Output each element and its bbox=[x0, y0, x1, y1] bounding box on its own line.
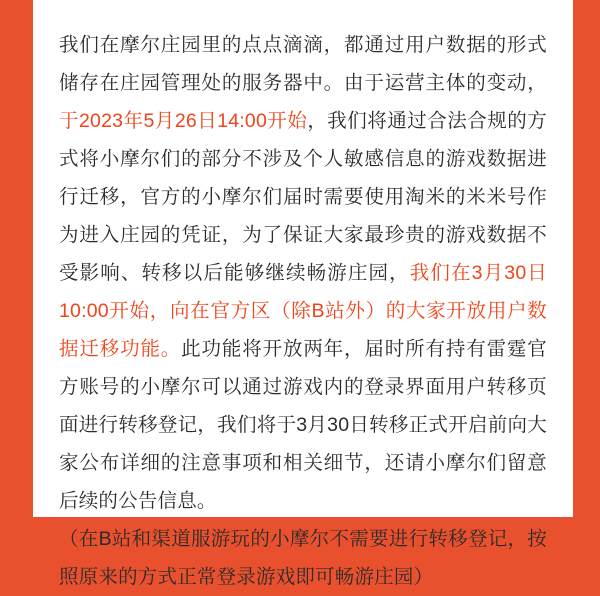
paragraph1-segment-3: ，我们将通过合法合规的方式将小摩尔们的部分不涉及个人敏感信息的游戏数据进行迁移，官方的小摩尔们届时需要使用淘米的米米号作为进入庄园的凭证，为了保证大家最珍贵的游戏数据不受影响、转移以后能够继续畅游庄园， bbox=[59, 110, 548, 284]
announcement-paragraph-2 bbox=[59, 520, 547, 596]
left-background-strip bbox=[0, 0, 33, 517]
paragraph1-highlight-date-1: 于2023年5月26日14:00开始 bbox=[59, 110, 308, 132]
announcement-paragraph-1 bbox=[59, 26, 547, 520]
paragraph1-highlight-date-2: 我们在3月30日10:00开始，向在官方区（除B站外）的大家开放用户数据迁移功能。 bbox=[59, 262, 547, 360]
announcement-card bbox=[33, 0, 573, 588]
paragraph1-segment-1: 我们在摩尔庄园里的点点滴滴，都通过用户数据的形式储存在庄园管理处的服务器中。由于运营主体的变动， bbox=[59, 34, 547, 94]
announcement-body bbox=[59, 26, 547, 596]
right-background-strip bbox=[573, 0, 600, 517]
paragraph2-text: （在B站和渠道服游玩的小摩尔不需要进行转移登记，按照原来的方式正常登录游戏即可畅游庄园） bbox=[59, 528, 547, 588]
paragraph1-segment-5: 此功能将开放两年，届时所有持有雷霆官方账号的小摩尔可以通过游戏内的登录界面用户转移页面进行转移登记，我们将于3月30日转移正式开启前向大家公布详细的注意事项和相关细节，还请小摩尔们留意后续的公告信息。 bbox=[59, 338, 547, 512]
